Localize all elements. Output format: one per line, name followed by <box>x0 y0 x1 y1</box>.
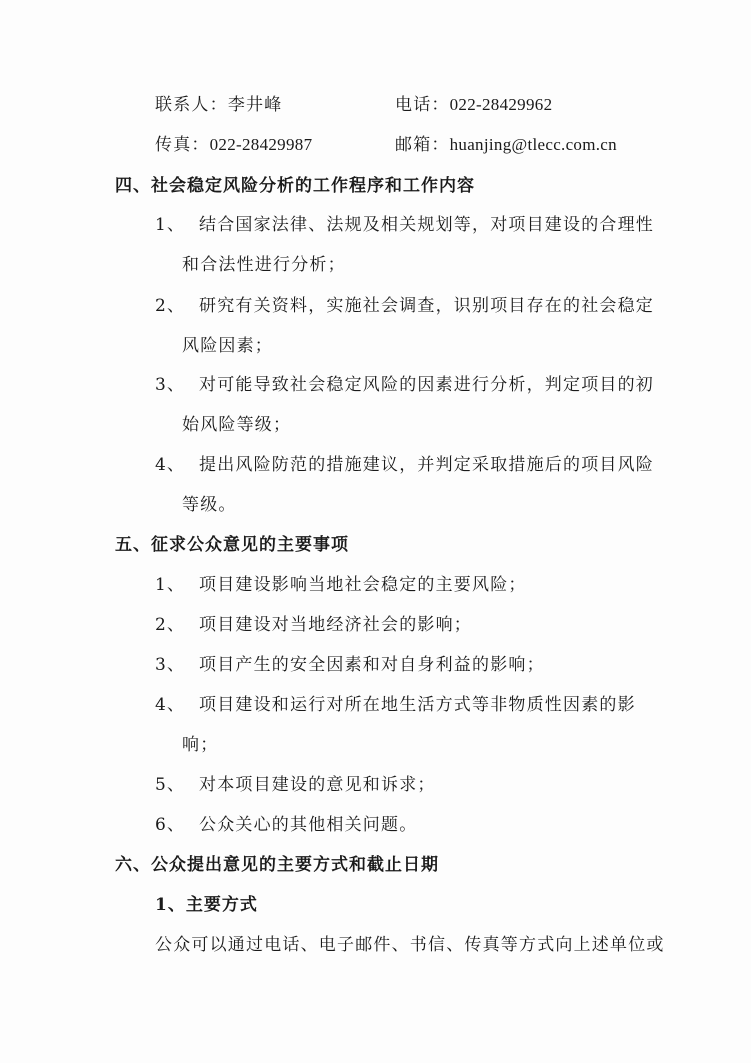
contact-email-value: huanjing@tlecc.com.cn <box>449 135 617 154</box>
contact-fax-value: 022-28429987 <box>209 135 313 154</box>
list-item-continuation: 等级。 <box>182 495 237 515</box>
list-item <box>155 373 654 397</box>
contact-fax <box>155 133 312 157</box>
list-item-text: 对可能导致社会稳定风险的因素进行分析，判定项目的初 <box>199 375 654 395</box>
list-item-text: 公众关心的其他相关问题。 <box>199 815 418 835</box>
section-5-heading: 五、征求公众意见的主要事项 <box>115 535 349 555</box>
list-item-continuation: 风险因素； <box>182 336 273 356</box>
list-item <box>155 773 436 797</box>
list-item-number: 3、 <box>155 655 186 675</box>
list-item-number: 4、 <box>155 695 186 715</box>
list-item-text: 项目建设和运行对所在地生活方式等非物质性因素的影 <box>199 695 636 715</box>
list-item <box>155 693 636 717</box>
list-item-text: 提出风险防范的措施建议，并判定采取措施后的项目风险 <box>199 455 654 475</box>
list-item-text: 项目建设对当地经济社会的影响； <box>199 615 472 635</box>
contact-fax-label: 传真： <box>155 135 210 155</box>
list-item-continuation: 始风险等级； <box>182 415 292 435</box>
list-item-text: 项目产生的安全因素和对自身利益的影响； <box>199 655 545 675</box>
list-item-text: 对本项目建设的意见和诉求； <box>199 775 436 795</box>
list-item <box>155 613 472 637</box>
list-item-number: 5、 <box>155 775 186 795</box>
contact-phone-value: 022-28429962 <box>449 95 553 114</box>
contact-email <box>395 133 617 157</box>
list-item-number: 2、 <box>155 296 186 316</box>
contact-person <box>155 93 282 117</box>
section-6-paragraph: 公众可以通过电话、电子邮件、书信、传真等方式向上述单位或 <box>155 935 665 955</box>
list-item-number: 6、 <box>155 815 186 835</box>
section-4-heading: 四、社会稳定风险分析的工作程序和工作内容 <box>115 176 475 196</box>
section-6-subheading: 1、主要方式 <box>155 895 258 915</box>
list-item <box>155 653 545 677</box>
list-item-continuation: 响； <box>182 735 219 755</box>
list-item <box>155 453 654 477</box>
list-item-number: 3、 <box>155 375 186 395</box>
list-item-text: 结合国家法律、法规及相关规划等，对项目建设的合理性 <box>199 215 654 235</box>
list-item-text: 项目建设影响当地社会稳定的主要风险； <box>199 575 527 595</box>
list-item <box>155 813 417 837</box>
list-item <box>155 213 654 237</box>
list-item-number: 4、 <box>155 455 186 475</box>
contact-person-value: 李井峰 <box>227 95 283 115</box>
section-6-heading: 六、公众提出意见的主要方式和截止日期 <box>115 855 439 875</box>
list-item <box>155 573 527 597</box>
list-item-number: 1、 <box>155 215 186 235</box>
contact-phone <box>395 93 552 117</box>
list-item <box>155 294 654 318</box>
list-item-text: 研究有关资料，实施社会调查，识别项目存在的社会稳定 <box>199 296 654 316</box>
list-item-number: 2、 <box>155 615 186 635</box>
list-item-continuation: 和合法性进行分析； <box>182 255 346 275</box>
contact-person-label: 联系人： <box>155 95 228 115</box>
contact-email-label: 邮箱： <box>395 135 450 155</box>
contact-phone-label: 电话： <box>395 95 450 115</box>
list-item-number: 1、 <box>155 575 186 595</box>
